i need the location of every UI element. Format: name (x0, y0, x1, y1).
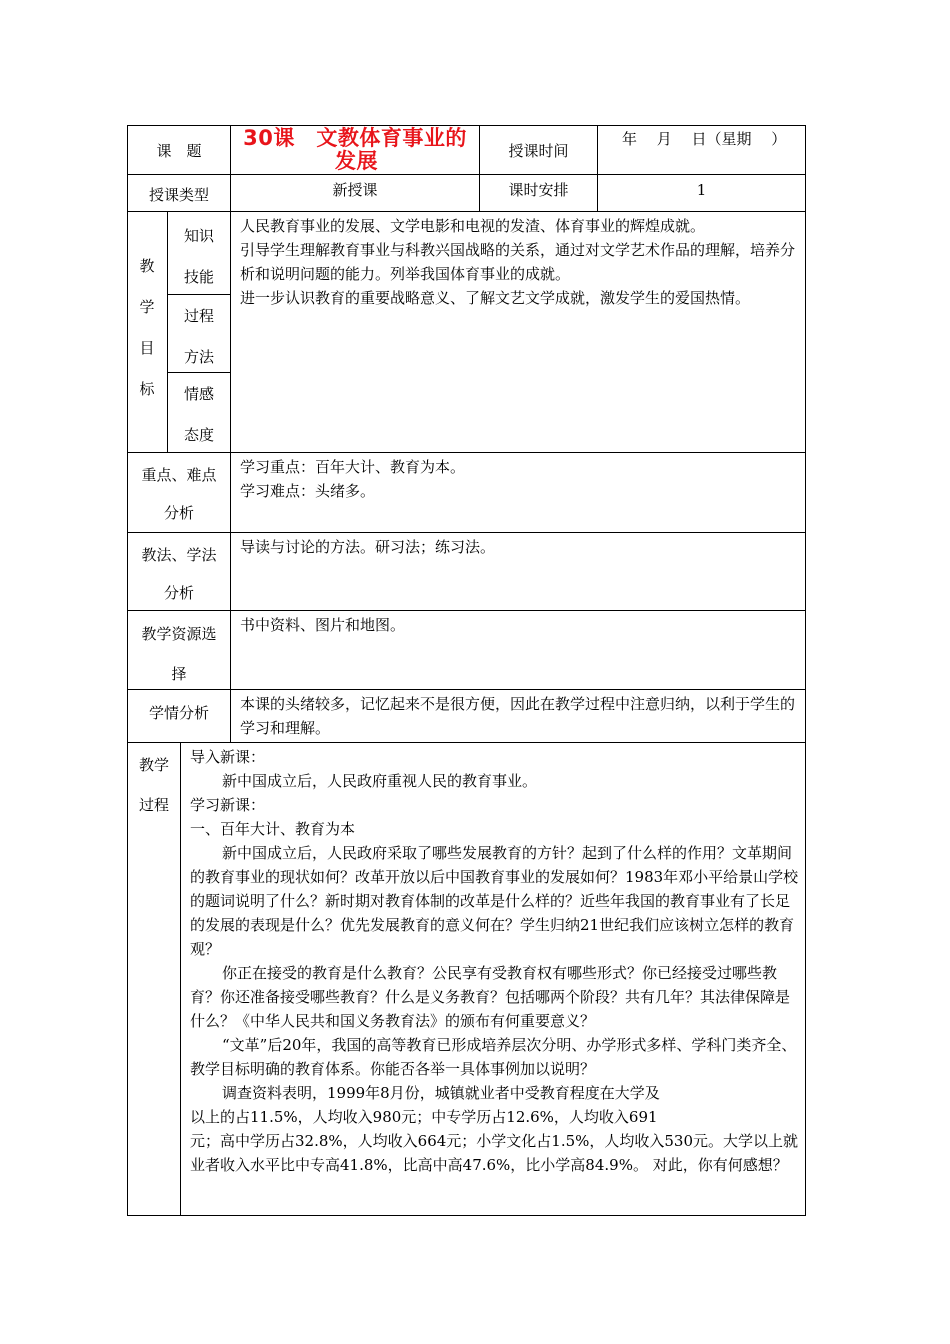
goal-knowledge-line2: 技能 (183, 268, 214, 286)
key-points-label-line1: 重点、难点 (141, 466, 217, 484)
situation-label: 学情分析 (148, 704, 209, 722)
key-points-label (128, 456, 230, 532)
resources-label (128, 614, 230, 694)
methods-label-line1: 教法、学法 (141, 546, 217, 564)
goals-label-char-2: 学 (139, 298, 155, 316)
time-value: 年 月 日（星期 ） (622, 130, 787, 148)
intro-heading: 导入新课： (190, 748, 266, 766)
methods-content (240, 535, 800, 559)
key-point-focus: 学习重点：百年大计、教育为本。 (240, 458, 466, 476)
goals-label-char-1: 教 (139, 257, 155, 275)
section-heading: 一、百年大计、教育为本 (190, 820, 356, 838)
paragraph-4-line1: 调查资料表明，1999年8月份，城镇就业者中受教育程度在大学及 (222, 1084, 660, 1102)
goal-knowledge-line1: 知识 (183, 227, 214, 245)
goal-knowledge-text: 人民教育事业的发展、文学电影和电视的发渣、体育事业的辉煌成就。 (240, 217, 706, 235)
resources-label-line2: 择 (171, 665, 187, 683)
goal-process-text: 引导学生理解教育事业与科教兴国战略的关系，通过对文学艺术作品的理解，培养分析和说明问题的能力。列举我国体育事业的成就。 (240, 241, 796, 283)
process-label-line2: 过程 (138, 796, 169, 814)
key-point-difficulty: 学习难点：头绪多。 (240, 482, 376, 500)
time-label: 授课时间 (508, 142, 569, 160)
resources-text: 书中资料、图片和地图。 (240, 616, 406, 634)
key-points-label-line2: 分析 (163, 504, 194, 522)
lesson-title (231, 127, 479, 173)
paragraph-3: “文革”后20年，我国的高等教育已形成培养层次分明、办学形式多样、学科门类齐全、教学目标明确的教育体系。你能否各举一具体事例加以说明？ (190, 1036, 797, 1078)
goal-emotion-text: 进一步认识教育的重要战略意义、了解文艺文学成就，激发学生的爱国热情。 (240, 289, 751, 307)
goal-process-line1: 过程 (183, 307, 214, 325)
type-label: 授课类型 (148, 186, 209, 204)
process-content (190, 745, 800, 1177)
lesson-title-line1: 30课 文教体育事业的 (243, 126, 467, 150)
paragraph-4-rest: 元；高中学历占32.8%，人均收入664元；小学文化占1.5%，人均收入530元。大学以上就业者收入水平比中专高41.8%，比高中高47.6%，比小学高84.9%。 对此，你有何感想？ (190, 1132, 799, 1174)
goals-label-char-4: 标 (139, 380, 155, 398)
paragraph-1: 新中国成立后，人民政府采取了哪些发展教育的方针？起到了什么样的作用？文革期间的教育事业的现状如何？改革开放以后中国教育事业的发展如何？1983年邓小平给景山学校的题词说明了什么？新时期对教育体制的改革是什么样的？近些年我国的教育事业有了长足的发展的表现是什么？优先发展教育的意义何在？学生归纳21世纪我们应该树立怎样的教育观？ (190, 844, 799, 958)
process-label-line1: 教学 (138, 756, 169, 774)
goal-process-label (168, 296, 230, 378)
type-value: 新授课 (332, 181, 378, 199)
hours-label: 课时安排 (508, 181, 569, 199)
paragraph-4-line2: 以上的占11.5%，人均收入980元；中专学历占12.6%，人均收入691 (190, 1108, 658, 1126)
key-points-content (240, 455, 800, 503)
resources-content (240, 613, 800, 637)
goals-label-char-3: 目 (139, 339, 155, 357)
goal-emotion-line1: 情感 (183, 385, 214, 403)
new-lesson-heading: 学习新课： (190, 796, 266, 814)
goal-knowledge-label (168, 216, 230, 298)
goal-emotion-label (168, 374, 230, 456)
situation-text: 本课的头绪较多，记忆起来不是很方便，因此在教学过程中注意归纳，以利于学生的学习和理解。 (240, 695, 796, 737)
methods-text: 导读与讨论的方法。研习法；练习法。 (240, 538, 496, 556)
goal-process-line2: 方法 (183, 348, 214, 366)
topic-label: 课 题 (156, 142, 202, 160)
intro-text: 新中国成立后，人民政府重视人民的教育事业。 (222, 772, 538, 790)
methods-label (128, 536, 230, 612)
paragraph-2: 你正在接受的教育是什么教育？公民享有受教育权有哪些形式？你已经接受过哪些教育？你还准备接受哪些教育？什么是义务教育？包括哪两个阶段？共有几年？其法律保障是什么？《中华人民共和国义务教育法》的颁布有何重要意义？ (190, 964, 791, 1030)
lesson-title-line2: 发展 (335, 149, 378, 173)
process-label (128, 745, 180, 825)
situation-content (240, 692, 800, 740)
hours-value: 1 (696, 181, 707, 199)
resources-label-line1: 教学资源选 (141, 625, 217, 643)
goal-emotion-line2: 态度 (183, 426, 214, 444)
methods-label-line2: 分析 (163, 584, 194, 602)
goals-content (240, 214, 800, 310)
